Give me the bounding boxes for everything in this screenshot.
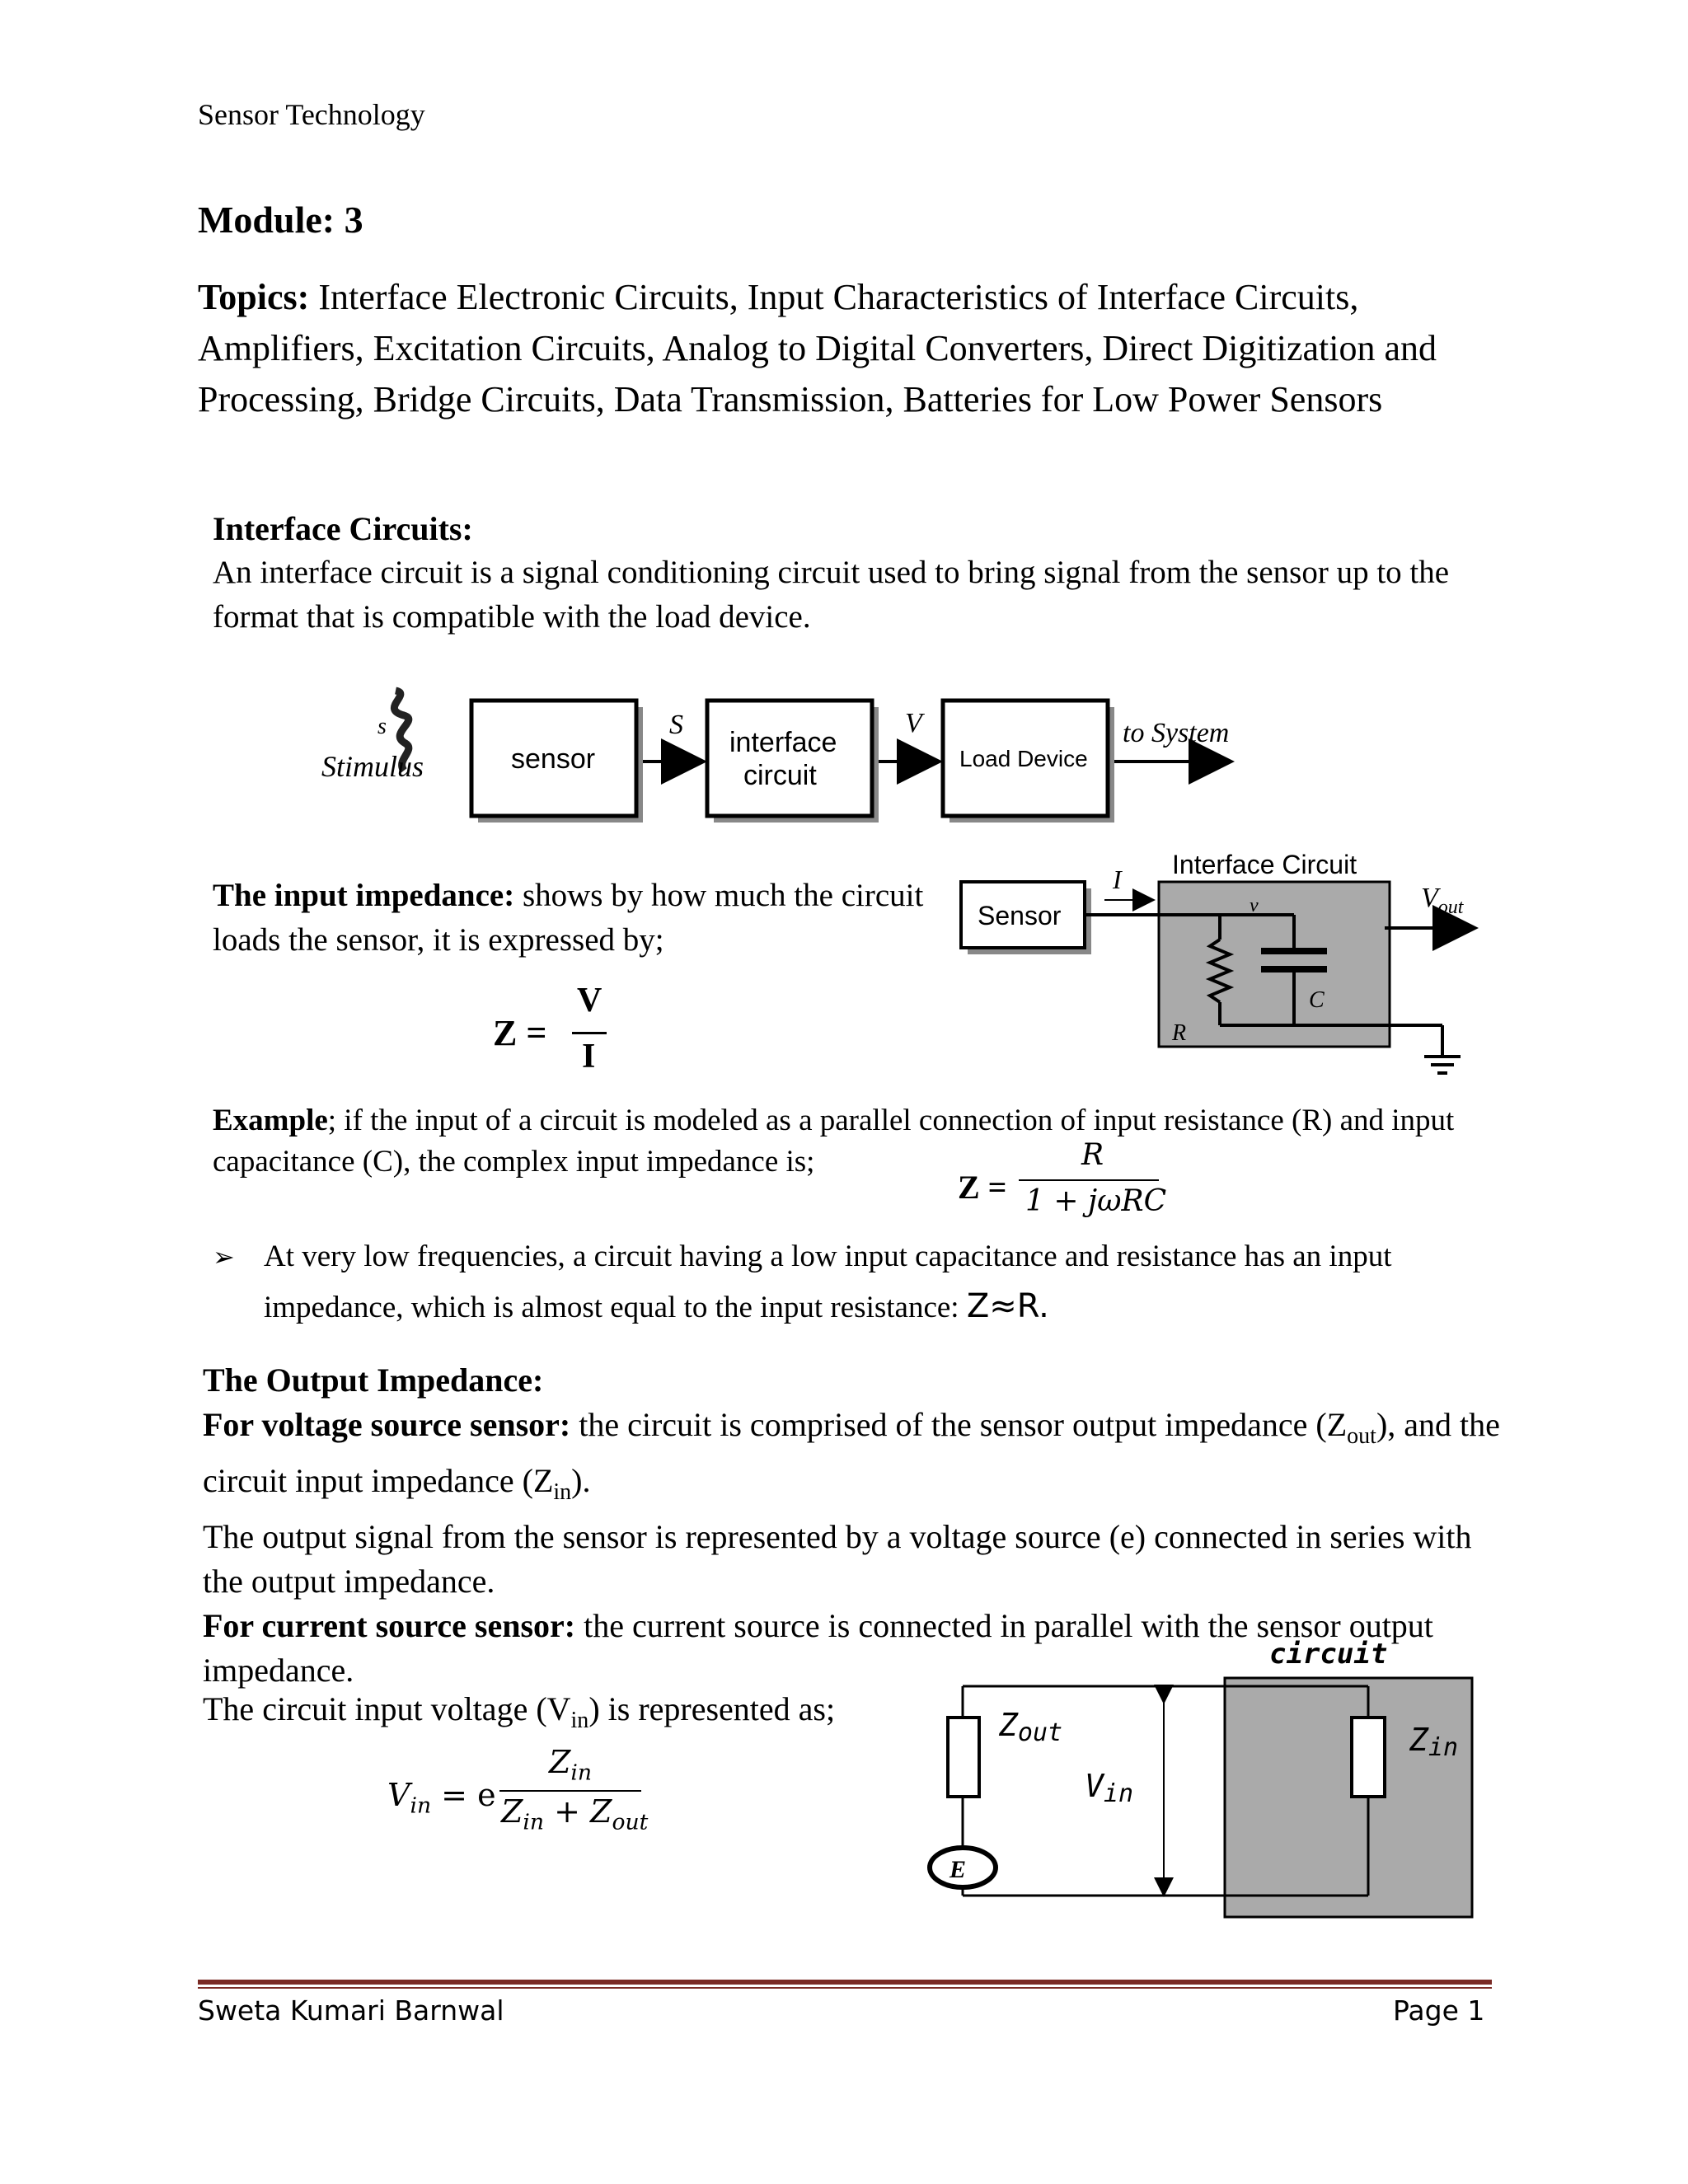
output-signal-paragraph: The output signal from the sensor is represented by a voltage source (e) connected in series with the output impedance.	[203, 1518, 1472, 1600]
zin-resistor	[1352, 1718, 1385, 1797]
voltage-source-paragraph: For voltage source sensor: the circuit is comprised of the sensor output impedance $(Z_{out})$, and the circuit input impedance $(Z_{in})$.	[203, 1406, 1500, 1505]
formula-vin-lhs: $V_{in} = e$	[387, 1777, 496, 1819]
formula-complex-lhs: Z =	[958, 1169, 1007, 1206]
zin-label: Zin	[1409, 1722, 1459, 1762]
stimulus-label: Stimulus	[321, 750, 424, 783]
input-impedance-desc: shows by how much the circuit loads the sensor, it is expressed by;	[213, 878, 924, 958]
bullet-approx: Z≈R.	[966, 1287, 1049, 1325]
example-text: ; if the input of a circuit is modeled as a parallel connection of input resistance (R) and input capacitance (C), the complex input impedance is;	[213, 1104, 1455, 1179]
topics-paragraph	[198, 272, 1500, 425]
formula-vin	[387, 1744, 668, 1854]
I-label: I	[1113, 865, 1122, 894]
formula-complex-den: 1 + jωRC	[1025, 1184, 1167, 1218]
E-label: E	[950, 1856, 967, 1883]
current-source-label: For current source sensor:	[203, 1607, 576, 1644]
interface-circuits-heading: Interface Circuits:	[213, 510, 473, 547]
footer-divider	[198, 1980, 1492, 1985]
stimulus-s-label: s	[377, 714, 387, 739]
vout-label: $V_{out}$	[1421, 883, 1464, 918]
interface-box	[707, 701, 872, 816]
circuit-input-voltage-text: The circuit input voltage $(V_{in})$ is represented as;	[203, 1690, 836, 1733]
footer-page-number: Page 1	[1393, 1994, 1485, 2027]
sensor-box-label: sensor	[511, 743, 596, 775]
interface-box-line2: circuit	[743, 760, 817, 791]
current-source-paragraph: For current source sensor: the current source is connected in parallel with the sensor output impedance.	[203, 1607, 1433, 1689]
module-title: Module: 3	[198, 199, 363, 241]
R-label: R	[1172, 1020, 1187, 1046]
interface-circuit-diagram	[948, 849, 1492, 1088]
formula-vin-num: $Z_{in}$	[549, 1744, 593, 1786]
topics-label: Topics:	[198, 277, 310, 317]
formula-z-bar	[572, 1032, 607, 1034]
formula-z-v-over-i	[493, 981, 625, 1088]
C-label: C	[1309, 987, 1325, 1013]
formula-complex-num: R	[1081, 1138, 1104, 1172]
formula-complex-bar	[1019, 1179, 1159, 1181]
interface-circuit-title: Interface Circuit	[1172, 850, 1357, 879]
output-circuit-diagram	[923, 1632, 1484, 1937]
formula-complex-impedance	[948, 1138, 1179, 1232]
v-label: v	[1250, 895, 1259, 916]
example-paragraph	[213, 1100, 1498, 1183]
to-system-label: to System	[1123, 718, 1230, 748]
interface-circuit-box	[1159, 882, 1390, 1047]
example-label: Example	[213, 1104, 328, 1137]
load-box-label: Load Device	[959, 746, 1088, 771]
footer-author: Sweta Kumari Barnwal	[198, 1994, 504, 2027]
interface-box-line1: interface	[729, 727, 837, 758]
input-impedance-text	[213, 874, 954, 963]
formula-z-den: I	[582, 1038, 596, 1076]
formula-vin-bar	[499, 1790, 641, 1792]
topics-text: Interface Electronic Circuits, Input Characteristics of Interface Circuits, Amplifiers, Excitation Circuits, Analog to Digital Converters, Direct Digitization and Processing, Bridge Circuits, Data Transmission, Batteries for Low Power Sensors	[198, 277, 1437, 419]
sensor-label: Sensor	[978, 901, 1062, 930]
voltage-source-label: For voltage source sensor:	[203, 1406, 571, 1443]
output-impedance-heading: The Output Impedance:	[203, 1361, 544, 1399]
page-header: Sensor Technology	[198, 98, 425, 131]
bullet-text: At very low frequencies, a circuit having a low input capacitance and resistance has an input impedance, which is almost equal to the input resistance:	[264, 1240, 1392, 1324]
formula-vin-den: $Z_{in} + Z_{out}$	[501, 1793, 649, 1835]
circuit-label: circuit	[1269, 1638, 1388, 1671]
circuit-box	[1225, 1678, 1472, 1917]
input-impedance-label: The input impedance:	[213, 878, 515, 913]
zout-resistor	[948, 1718, 979, 1797]
bullet-arrow-icon: ➢	[213, 1242, 235, 1272]
interface-circuits-text: An interface circuit is a signal conditioning circuit used to bring signal from the sensor up to the format that is compatible with the load device.	[213, 555, 1450, 635]
block-diagram	[313, 684, 1286, 841]
low-frequency-bullet	[213, 1232, 1498, 1333]
footer-divider-thin	[198, 1987, 1492, 1989]
vin-label: Vin	[1085, 1768, 1134, 1808]
formula-z-num: V	[577, 982, 603, 1019]
zout-label: Zout	[999, 1707, 1063, 1747]
formula-z-lhs: Z =	[493, 1013, 547, 1053]
S-label: S	[669, 710, 683, 740]
V-label: V	[905, 708, 922, 738]
